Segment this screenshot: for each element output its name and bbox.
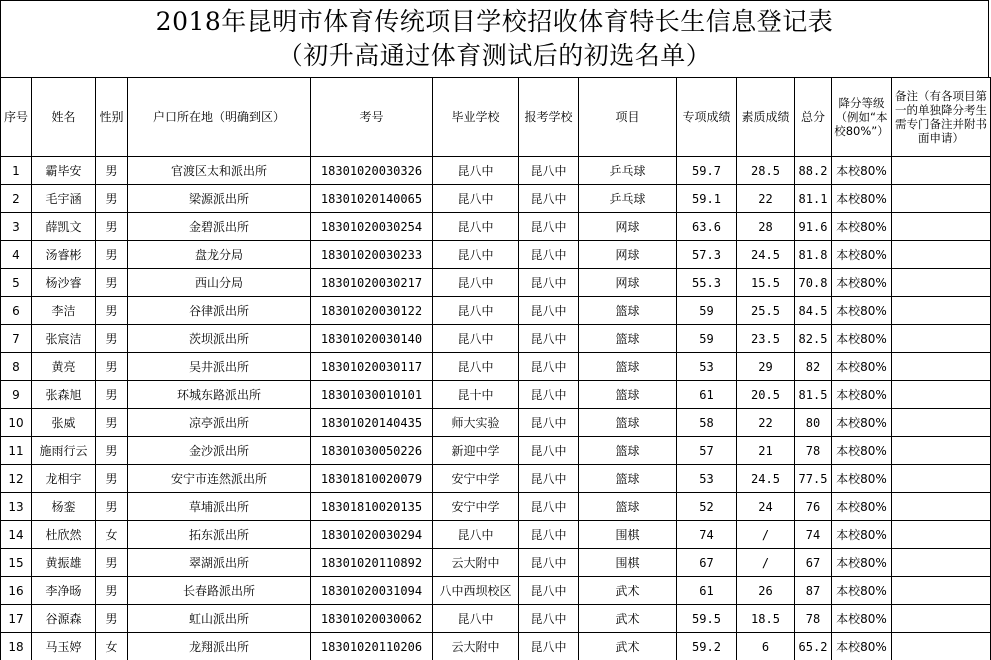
cell-total[interactable]: 70.8 <box>795 269 832 297</box>
cell-quality-score[interactable]: 24.5 <box>737 241 795 269</box>
cell-total[interactable]: 82.5 <box>795 325 832 353</box>
cell-grad-school[interactable]: 昆八中 <box>433 353 519 381</box>
cell-quality-score[interactable]: / <box>737 521 795 549</box>
cell-reduction[interactable]: 本校80% <box>832 549 892 577</box>
cell-total[interactable]: 76 <box>795 493 832 521</box>
cell-hukou[interactable]: 西山分局 <box>128 269 311 297</box>
cell-gender[interactable]: 男 <box>96 325 128 353</box>
cell-exam-no[interactable]: 18301020030117 <box>311 353 433 381</box>
cell-reduction[interactable]: 本校80% <box>832 381 892 409</box>
cell-seq[interactable]: 1 <box>1 157 32 185</box>
cell-name[interactable]: 李净旸 <box>32 577 96 605</box>
cell-special-score[interactable]: 59 <box>677 325 737 353</box>
cell-exam-no[interactable]: 18301020110892 <box>311 549 433 577</box>
cell-quality-score[interactable]: 18.5 <box>737 605 795 633</box>
cell-exam-no[interactable]: 18301020030254 <box>311 213 433 241</box>
cell-total[interactable]: 81.1 <box>795 185 832 213</box>
cell-reduction[interactable]: 本校80% <box>832 577 892 605</box>
cell-gender[interactable]: 男 <box>96 353 128 381</box>
cell-apply-school[interactable]: 昆八中 <box>519 409 579 437</box>
cell-special-score[interactable]: 59.7 <box>677 157 737 185</box>
cell-name[interactable]: 张威 <box>32 409 96 437</box>
cell-gender[interactable]: 男 <box>96 437 128 465</box>
cell-exam-no[interactable]: 18301020030140 <box>311 325 433 353</box>
cell-sport[interactable]: 武术 <box>579 577 677 605</box>
cell-apply-school[interactable]: 昆八中 <box>519 521 579 549</box>
cell-gender[interactable]: 男 <box>96 549 128 577</box>
cell-apply-school[interactable]: 昆八中 <box>519 605 579 633</box>
cell-exam-no[interactable]: 18301020030233 <box>311 241 433 269</box>
cell-sport[interactable]: 武术 <box>579 633 677 660</box>
table-row <box>1 521 991 549</box>
cell-sport[interactable]: 网球 <box>579 213 677 241</box>
cell-remark[interactable] <box>892 493 991 521</box>
cell-apply-school[interactable]: 昆八中 <box>519 241 579 269</box>
table-row <box>1 409 991 437</box>
cell-name[interactable]: 张宸洁 <box>32 325 96 353</box>
cell-remark[interactable] <box>892 241 991 269</box>
cell-quality-score[interactable]: 29 <box>737 353 795 381</box>
cell-sport[interactable]: 篮球 <box>579 325 677 353</box>
cell-reduction[interactable]: 本校80% <box>832 409 892 437</box>
cell-name[interactable]: 薛凯文 <box>32 213 96 241</box>
cell-remark[interactable] <box>892 577 991 605</box>
cell-special-score[interactable]: 53 <box>677 465 737 493</box>
cell-sport[interactable]: 网球 <box>579 241 677 269</box>
cell-exam-no[interactable]: 18301030010101 <box>311 381 433 409</box>
cell-reduction[interactable]: 本校80% <box>832 241 892 269</box>
table-row <box>1 493 991 521</box>
cell-grad-school[interactable]: 昆八中 <box>433 213 519 241</box>
cell-gender[interactable]: 男 <box>96 577 128 605</box>
table-row <box>1 381 991 409</box>
cell-seq[interactable]: 4 <box>1 241 32 269</box>
header-seq: 序号 <box>1 78 32 157</box>
cell-seq[interactable]: 13 <box>1 493 32 521</box>
cell-grad-school[interactable]: 昆八中 <box>433 157 519 185</box>
cell-exam-no[interactable]: 18301020030217 <box>311 269 433 297</box>
cell-hukou[interactable]: 茨坝派出所 <box>128 325 311 353</box>
cell-remark[interactable] <box>892 185 991 213</box>
document-title: 2018年昆明市体育传统项目学校招收体育特长生信息登记表 <box>155 7 834 36</box>
cell-name[interactable]: 杨沙睿 <box>32 269 96 297</box>
cell-seq[interactable]: 6 <box>1 297 32 325</box>
cell-grad-school[interactable]: 安宁中学 <box>433 493 519 521</box>
cell-seq[interactable]: 3 <box>1 213 32 241</box>
cell-name[interactable]: 张森旭 <box>32 381 96 409</box>
cell-quality-score[interactable]: 24.5 <box>737 465 795 493</box>
cell-apply-school[interactable]: 昆八中 <box>519 465 579 493</box>
cell-special-score[interactable]: 57.3 <box>677 241 737 269</box>
cell-quality-score[interactable]: 28 <box>737 213 795 241</box>
cell-quality-score[interactable]: / <box>737 549 795 577</box>
cell-grad-school[interactable]: 昆八中 <box>433 605 519 633</box>
cell-total[interactable]: 80 <box>795 409 832 437</box>
cell-quality-score[interactable]: 21 <box>737 437 795 465</box>
cell-seq[interactable]: 12 <box>1 465 32 493</box>
cell-seq[interactable]: 5 <box>1 269 32 297</box>
cell-grad-school[interactable]: 昆八中 <box>433 185 519 213</box>
cell-remark[interactable] <box>892 381 991 409</box>
cell-sport[interactable]: 围棋 <box>579 549 677 577</box>
cell-seq[interactable]: 14 <box>1 521 32 549</box>
cell-name[interactable]: 汤睿彬 <box>32 241 96 269</box>
cell-grad-school[interactable]: 昆八中 <box>433 325 519 353</box>
cell-sport[interactable]: 篮球 <box>579 353 677 381</box>
header-grad-school: 毕业学校 <box>433 78 519 157</box>
cell-total[interactable]: 67 <box>795 549 832 577</box>
header-apply-school: 报考学校 <box>519 78 579 157</box>
cell-remark[interactable] <box>892 325 991 353</box>
cell-seq[interactable]: 17 <box>1 605 32 633</box>
cell-remark[interactable] <box>892 633 991 660</box>
cell-exam-no[interactable]: 18301030050226 <box>311 437 433 465</box>
cell-sport[interactable]: 武术 <box>579 605 677 633</box>
cell-total[interactable]: 78 <box>795 605 832 633</box>
cell-special-score[interactable]: 61 <box>677 381 737 409</box>
cell-grad-school[interactable]: 昆八中 <box>433 521 519 549</box>
cell-reduction[interactable]: 本校80% <box>832 521 892 549</box>
table-row <box>1 549 991 577</box>
cell-hukou[interactable]: 官渡区太和派出所 <box>128 157 311 185</box>
cell-hukou[interactable]: 金沙派出所 <box>128 437 311 465</box>
table-row <box>1 633 991 660</box>
cell-exam-no[interactable]: 18301810020079 <box>311 465 433 493</box>
header-gender: 性别 <box>96 78 128 157</box>
cell-seq[interactable]: 8 <box>1 353 32 381</box>
header-special-score: 专项成绩 <box>677 78 737 157</box>
cell-apply-school[interactable]: 昆八中 <box>519 549 579 577</box>
header-total: 总分 <box>795 78 832 157</box>
cell-remark[interactable] <box>892 437 991 465</box>
cell-gender[interactable]: 男 <box>96 605 128 633</box>
cell-remark[interactable] <box>892 297 991 325</box>
document-subtitle: （初升高通过体育测试后的初选名单） <box>277 41 712 70</box>
cell-quality-score[interactable]: 28.5 <box>737 157 795 185</box>
cell-apply-school[interactable]: 昆八中 <box>519 437 579 465</box>
cell-special-score[interactable]: 58 <box>677 409 737 437</box>
cell-total[interactable]: 81.8 <box>795 241 832 269</box>
cell-total[interactable]: 81.5 <box>795 381 832 409</box>
cell-total[interactable]: 88.2 <box>795 157 832 185</box>
title-block <box>0 0 989 77</box>
cell-exam-no[interactable]: 18301020140435 <box>311 409 433 437</box>
cell-name[interactable]: 施雨行云 <box>32 437 96 465</box>
cell-grad-school[interactable]: 昆八中 <box>433 269 519 297</box>
cell-grad-school[interactable]: 云大附中 <box>433 633 519 660</box>
cell-remark[interactable] <box>892 465 991 493</box>
cell-hukou[interactable]: 安宁市连然派出所 <box>128 465 311 493</box>
cell-name[interactable]: 杨銮 <box>32 493 96 521</box>
cell-seq[interactable]: 16 <box>1 577 32 605</box>
cell-quality-score[interactable]: 26 <box>737 577 795 605</box>
cell-remark[interactable] <box>892 521 991 549</box>
cell-grad-school[interactable]: 安宁中学 <box>433 465 519 493</box>
cell-quality-score[interactable]: 6 <box>737 633 795 660</box>
cell-special-score[interactable]: 59.1 <box>677 185 737 213</box>
cell-total[interactable]: 77.5 <box>795 465 832 493</box>
cell-name[interactable]: 谷源森 <box>32 605 96 633</box>
table-row <box>1 353 991 381</box>
cell-quality-score[interactable]: 24 <box>737 493 795 521</box>
table-row <box>1 157 991 185</box>
cell-quality-score[interactable]: 20.5 <box>737 381 795 409</box>
cell-name[interactable]: 杜欣然 <box>32 521 96 549</box>
cell-apply-school[interactable]: 昆八中 <box>519 633 579 660</box>
cell-reduction[interactable]: 本校80% <box>832 633 892 660</box>
cell-sport[interactable]: 篮球 <box>579 297 677 325</box>
cell-reduction[interactable]: 本校80% <box>832 157 892 185</box>
cell-exam-no[interactable]: 18301020030062 <box>311 605 433 633</box>
cell-seq[interactable]: 18 <box>1 633 32 660</box>
registration-table <box>0 77 991 660</box>
cell-grad-school[interactable]: 云大附中 <box>433 549 519 577</box>
cell-hukou[interactable]: 盘龙分局 <box>128 241 311 269</box>
cell-exam-no[interactable]: 18301020030122 <box>311 297 433 325</box>
cell-remark[interactable] <box>892 157 991 185</box>
cell-total[interactable]: 65.2 <box>795 633 832 660</box>
table-row <box>1 241 991 269</box>
cell-special-score[interactable]: 61 <box>677 577 737 605</box>
cell-remark[interactable] <box>892 409 991 437</box>
cell-special-score[interactable]: 59.5 <box>677 605 737 633</box>
table-row <box>1 269 991 297</box>
cell-apply-school[interactable]: 昆八中 <box>519 157 579 185</box>
cell-reduction[interactable]: 本校80% <box>832 493 892 521</box>
cell-special-score[interactable]: 55.3 <box>677 269 737 297</box>
cell-grad-school[interactable]: 新迎中学 <box>433 437 519 465</box>
cell-apply-school[interactable]: 昆八中 <box>519 213 579 241</box>
cell-apply-school[interactable]: 昆八中 <box>519 381 579 409</box>
header-sport: 项目 <box>579 78 677 157</box>
cell-sport[interactable]: 篮球 <box>579 465 677 493</box>
cell-sport[interactable]: 篮球 <box>579 409 677 437</box>
cell-gender[interactable]: 男 <box>96 381 128 409</box>
table-row <box>1 577 991 605</box>
cell-name[interactable]: 李洁 <box>32 297 96 325</box>
cell-hukou[interactable]: 吴井派出所 <box>128 353 311 381</box>
table-row <box>1 325 991 353</box>
cell-name[interactable]: 黄亮 <box>32 353 96 381</box>
cell-apply-school[interactable]: 昆八中 <box>519 577 579 605</box>
cell-sport[interactable]: 围棋 <box>579 521 677 549</box>
cell-hukou[interactable]: 长春路派出所 <box>128 577 311 605</box>
cell-hukou[interactable]: 草埔派出所 <box>128 493 311 521</box>
cell-reduction[interactable]: 本校80% <box>832 465 892 493</box>
cell-total[interactable]: 84.5 <box>795 297 832 325</box>
cell-hukou[interactable]: 拓东派出所 <box>128 521 311 549</box>
cell-sport[interactable]: 网球 <box>579 269 677 297</box>
cell-gender[interactable]: 男 <box>96 213 128 241</box>
header-quality-score: 素质成绩 <box>737 78 795 157</box>
cell-sport[interactable]: 乒乓球 <box>579 185 677 213</box>
cell-gender[interactable]: 男 <box>96 297 128 325</box>
cell-quality-score[interactable]: 23.5 <box>737 325 795 353</box>
header-row <box>1 78 991 157</box>
header-exam-no: 考号 <box>311 78 433 157</box>
cell-grad-school[interactable]: 师大实验 <box>433 409 519 437</box>
cell-sport[interactable]: 篮球 <box>579 381 677 409</box>
cell-reduction[interactable]: 本校80% <box>832 325 892 353</box>
cell-grad-school[interactable]: 昆八中 <box>433 297 519 325</box>
cell-exam-no[interactable]: 18301020030294 <box>311 521 433 549</box>
cell-quality-score[interactable]: 15.5 <box>737 269 795 297</box>
cell-name[interactable]: 马玉婷 <box>32 633 96 660</box>
cell-reduction[interactable]: 本校80% <box>832 605 892 633</box>
cell-special-score[interactable]: 67 <box>677 549 737 577</box>
cell-hukou[interactable]: 金碧派出所 <box>128 213 311 241</box>
cell-apply-school[interactable]: 昆八中 <box>519 185 579 213</box>
cell-gender[interactable]: 男 <box>96 465 128 493</box>
cell-name[interactable]: 霸毕安 <box>32 157 96 185</box>
cell-sport[interactable]: 篮球 <box>579 437 677 465</box>
cell-special-score[interactable]: 52 <box>677 493 737 521</box>
cell-special-score[interactable]: 53 <box>677 353 737 381</box>
cell-quality-score[interactable]: 22 <box>737 409 795 437</box>
cell-quality-score[interactable]: 25.5 <box>737 297 795 325</box>
cell-gender[interactable]: 男 <box>96 241 128 269</box>
cell-hukou[interactable]: 梁源派出所 <box>128 185 311 213</box>
cell-special-score[interactable]: 59.2 <box>677 633 737 660</box>
cell-remark[interactable] <box>892 213 991 241</box>
cell-apply-school[interactable]: 昆八中 <box>519 297 579 325</box>
cell-total[interactable]: 91.6 <box>795 213 832 241</box>
table-row <box>1 297 991 325</box>
cell-total[interactable]: 82 <box>795 353 832 381</box>
header-name: 姓名 <box>32 78 96 157</box>
cell-hukou[interactable]: 凉亭派出所 <box>128 409 311 437</box>
cell-gender[interactable]: 男 <box>96 409 128 437</box>
cell-quality-score[interactable]: 22 <box>737 185 795 213</box>
cell-hukou[interactable]: 谷律派出所 <box>128 297 311 325</box>
cell-grad-school[interactable]: 昆十中 <box>433 381 519 409</box>
table-row <box>1 437 991 465</box>
header-remark: 备注（有各项目第一的单独降分考生需专门备注并附书面申请） <box>892 78 991 157</box>
cell-hukou[interactable]: 虹山派出所 <box>128 605 311 633</box>
cell-gender[interactable]: 男 <box>96 157 128 185</box>
cell-reduction[interactable]: 本校80% <box>832 353 892 381</box>
cell-hukou[interactable]: 翠湖派出所 <box>128 549 311 577</box>
table-row <box>1 605 991 633</box>
cell-gender[interactable]: 男 <box>96 493 128 521</box>
cell-exam-no[interactable]: 18301810020135 <box>311 493 433 521</box>
cell-apply-school[interactable]: 昆八中 <box>519 493 579 521</box>
cell-hukou[interactable]: 龙翔派出所 <box>128 633 311 660</box>
cell-name[interactable]: 毛宇涵 <box>32 185 96 213</box>
cell-reduction[interactable]: 本校80% <box>832 269 892 297</box>
cell-special-score[interactable]: 74 <box>677 521 737 549</box>
cell-reduction[interactable]: 本校80% <box>832 437 892 465</box>
cell-seq[interactable]: 9 <box>1 381 32 409</box>
header-reduction: 降分等级（例如“本校80%”） <box>832 78 892 157</box>
cell-name[interactable]: 龙相宇 <box>32 465 96 493</box>
cell-hukou[interactable]: 环城东路派出所 <box>128 381 311 409</box>
cell-total[interactable]: 87 <box>795 577 832 605</box>
cell-exam-no[interactable]: 18301020110206 <box>311 633 433 660</box>
cell-seq[interactable]: 11 <box>1 437 32 465</box>
header-hukou: 户口所在地（明确到区） <box>128 78 311 157</box>
cell-exam-no[interactable]: 18301020140065 <box>311 185 433 213</box>
table-row <box>1 465 991 493</box>
cell-gender[interactable]: 男 <box>96 269 128 297</box>
cell-seq[interactable]: 7 <box>1 325 32 353</box>
cell-exam-no[interactable]: 18301020030326 <box>311 157 433 185</box>
cell-remark[interactable] <box>892 269 991 297</box>
cell-seq[interactable]: 2 <box>1 185 32 213</box>
cell-special-score[interactable]: 59 <box>677 297 737 325</box>
cell-grad-school[interactable]: 八中西坝校区 <box>433 577 519 605</box>
cell-name[interactable]: 黄振雄 <box>32 549 96 577</box>
cell-gender[interactable]: 女 <box>96 521 128 549</box>
cell-seq[interactable]: 15 <box>1 549 32 577</box>
cell-gender[interactable]: 男 <box>96 185 128 213</box>
cell-apply-school[interactable]: 昆八中 <box>519 353 579 381</box>
cell-exam-no[interactable]: 18301020031094 <box>311 577 433 605</box>
cell-reduction[interactable]: 本校80% <box>832 213 892 241</box>
cell-reduction[interactable]: 本校80% <box>832 185 892 213</box>
cell-reduction[interactable]: 本校80% <box>832 297 892 325</box>
cell-sport[interactable]: 乒乓球 <box>579 157 677 185</box>
cell-remark[interactable] <box>892 353 991 381</box>
cell-remark[interactable] <box>892 605 991 633</box>
cell-special-score[interactable]: 57 <box>677 437 737 465</box>
cell-apply-school[interactable]: 昆八中 <box>519 325 579 353</box>
cell-seq[interactable]: 10 <box>1 409 32 437</box>
cell-apply-school[interactable]: 昆八中 <box>519 269 579 297</box>
cell-sport[interactable]: 篮球 <box>579 493 677 521</box>
cell-gender[interactable]: 女 <box>96 633 128 660</box>
table-row <box>1 185 991 213</box>
cell-total[interactable]: 78 <box>795 437 832 465</box>
cell-total[interactable]: 74 <box>795 521 832 549</box>
cell-special-score[interactable]: 63.6 <box>677 213 737 241</box>
cell-grad-school[interactable]: 昆八中 <box>433 241 519 269</box>
table-row <box>1 213 991 241</box>
cell-remark[interactable] <box>892 549 991 577</box>
